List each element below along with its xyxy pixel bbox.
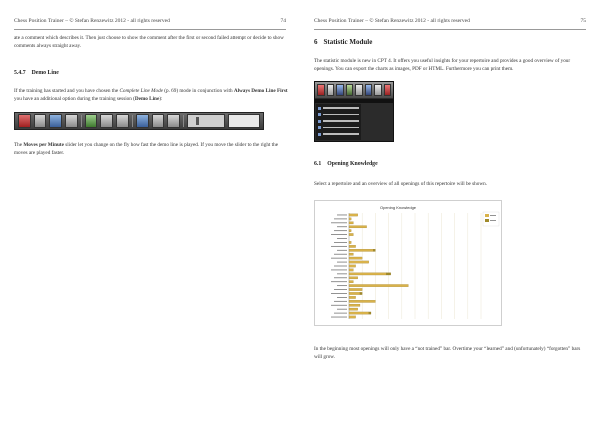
- list-icon: [318, 113, 321, 116]
- toolbar-button: [116, 114, 129, 128]
- bar: [349, 226, 367, 228]
- bar: [386, 273, 390, 275]
- ribbon-button: [355, 84, 363, 96]
- category-tick-label: [334, 218, 347, 219]
- demo-line-toolbar-screenshot: [14, 112, 264, 130]
- category-tick-label: [331, 293, 347, 294]
- ribbon-button: [317, 84, 325, 96]
- bar: [349, 277, 358, 279]
- toolbar-button: [65, 114, 78, 128]
- list-item: [318, 125, 359, 130]
- bar: [349, 233, 353, 235]
- section-number: 5.4.7: [14, 70, 26, 76]
- section-heading: [14, 70, 59, 76]
- page-number: 74: [280, 18, 286, 24]
- section-title: Demo Line: [31, 70, 59, 76]
- legend-label: [490, 220, 496, 221]
- legend-swatch: [485, 214, 489, 217]
- paragraph: [14, 141, 288, 157]
- subsection-heading: [314, 161, 378, 167]
- bar: [349, 257, 362, 259]
- bar: [349, 218, 351, 220]
- header-rule: [14, 29, 286, 30]
- bar: [369, 312, 371, 314]
- paragraph: Select a repertoire and an overview of all openings of this repertoire will be shown.: [314, 181, 488, 187]
- legend-swatch: [485, 219, 489, 222]
- category-tick-label: [334, 230, 347, 231]
- paragraph: In the beginning most openings will only have a “not trained” bar. Overtime your “learned” and (unfortunately) “forgotten” bars will grow.: [314, 346, 581, 360]
- category-tick-label: [337, 215, 347, 216]
- statistic-list: [316, 104, 361, 140]
- paragraph: The statistic module is new in CPT 4. It offers you useful insights for your repertoire and provides a good overview of your openings. You can export the charts as images, PDF or HTML. Furthermore you can print them.: [314, 58, 571, 72]
- list-text-line: [323, 127, 359, 128]
- toolbar-separator: [81, 115, 82, 127]
- category-tick-label: [331, 317, 347, 318]
- text-run: If the training has started and you have chosen the: [14, 88, 120, 94]
- bar: [349, 222, 353, 224]
- bar: [349, 265, 356, 267]
- bar: [349, 214, 358, 216]
- bar: [349, 281, 353, 283]
- toolbar-button: [167, 114, 180, 128]
- bar: [360, 292, 362, 294]
- toolbar-label-box: [228, 114, 260, 128]
- app-bar: [315, 99, 393, 103]
- category-tick-label: [337, 226, 347, 227]
- category-tick-label: [331, 234, 347, 235]
- category-tick-label: [331, 222, 347, 223]
- list-icon: [318, 133, 321, 136]
- list-item: [318, 106, 359, 111]
- ribbon-button: [374, 84, 382, 96]
- bar: [349, 304, 360, 306]
- bar: [349, 284, 408, 286]
- category-tick-label: [337, 250, 347, 251]
- toolbar-button: [100, 114, 113, 128]
- page-number: 75: [580, 18, 586, 24]
- ribbon-button: [365, 84, 373, 96]
- page-header: [314, 18, 586, 28]
- bar: [349, 253, 353, 255]
- ribbon-button: [384, 84, 392, 96]
- category-tick-label: [331, 305, 347, 306]
- category-tick-label: [337, 262, 347, 263]
- category-tick-label: [337, 309, 347, 310]
- header-title: Chess Position Trainer – © Stefan Renzewitz 2012 - all rights reserved: [314, 18, 470, 24]
- ribbon: [315, 82, 393, 98]
- opening-knowledge-chart: [314, 200, 502, 326]
- bar: [349, 308, 358, 310]
- bar: [349, 288, 362, 290]
- toolbar-button: [152, 114, 165, 128]
- category-tick-label: [331, 281, 347, 282]
- category-tick-label: [331, 258, 347, 259]
- category-tick-label: [337, 238, 347, 239]
- bar: [349, 241, 351, 243]
- toolbar-separator: [183, 115, 184, 127]
- ribbon-button: [346, 84, 354, 96]
- bar: [373, 249, 375, 251]
- category-tick-label: [334, 289, 347, 290]
- category-tick-label: [334, 301, 347, 302]
- bold-text: Always Demo Line First: [233, 88, 288, 94]
- bar: [349, 292, 360, 294]
- bar: [349, 273, 386, 275]
- subsection-title: Opening Knowledge: [327, 161, 378, 167]
- bar: [349, 249, 373, 251]
- list-item: [318, 119, 359, 124]
- category-tick-label: [337, 297, 347, 298]
- toolbar-separator: [132, 115, 133, 127]
- statistic-module-screenshot: [314, 81, 394, 142]
- category-tick-label: [334, 242, 347, 243]
- header-rule: [314, 29, 586, 30]
- category-tick-label: [337, 285, 347, 286]
- list-item: [318, 112, 359, 117]
- bold-text: Moves per Minute: [23, 142, 64, 148]
- category-tick-label: [334, 313, 347, 314]
- bar: [349, 316, 356, 318]
- ribbon-button: [327, 84, 335, 96]
- bar: [349, 312, 369, 314]
- paragraph: [14, 87, 288, 103]
- bar: [349, 229, 351, 231]
- category-tick-label: [337, 273, 347, 274]
- category-tick-label: [331, 270, 347, 271]
- list-icon: [318, 126, 321, 129]
- bar: [349, 300, 375, 302]
- text-run: (p. 69) mode in conjunction with: [162, 88, 234, 94]
- right-page: [300, 0, 600, 424]
- page-header: [14, 18, 286, 28]
- ribbon-button: [336, 84, 344, 96]
- list-icon: [318, 120, 321, 123]
- toolbar-button: [85, 114, 98, 128]
- list-icon: [318, 107, 321, 110]
- subsection-number: 6.1: [314, 161, 322, 167]
- section-title: Statistic Module: [323, 38, 373, 46]
- text-run: ):: [159, 96, 163, 102]
- category-tick-label: [334, 254, 347, 255]
- toolbar-button: [49, 114, 62, 128]
- section-number: 6: [314, 38, 318, 46]
- emphasis-text: Complete Line Mode: [119, 88, 163, 94]
- bar: [349, 269, 353, 271]
- legend-label: [490, 215, 496, 216]
- chart-svg: [315, 201, 501, 325]
- header-title: Chess Position Trainer – © Stefan Renzewitz 2012 - all rights reserved: [14, 18, 170, 24]
- list-text-line: [323, 107, 359, 108]
- chart-title: Opening Knowledge: [379, 205, 417, 210]
- bar: [349, 296, 356, 298]
- toolbar-button: [18, 114, 31, 128]
- moves-per-minute-slider: [187, 114, 225, 128]
- toolbar-button: [34, 114, 47, 128]
- section-heading: [314, 38, 372, 46]
- paragraph: ate a comment which describes it. Then just choose to show the comment after the first or second failed attempt or decide to show comments always straight away.: [14, 35, 284, 49]
- category-tick-label: [334, 277, 347, 278]
- text-run: slider let you change on the fly how fast the demo line is played. If you move the slider to the right the moves are played faster.: [14, 142, 278, 156]
- bar: [349, 261, 369, 263]
- list-item: [318, 132, 359, 137]
- text-run: The: [14, 142, 24, 148]
- bold-text: Demo Line: [134, 96, 160, 102]
- text-run: you have an additional option during the training session (: [14, 96, 135, 102]
- bar: [349, 245, 356, 247]
- list-text-line: [323, 133, 359, 134]
- list-text-line: [323, 114, 359, 115]
- category-tick-label: [331, 246, 347, 247]
- category-tick-label: [334, 266, 347, 267]
- toolbar-button: [136, 114, 149, 128]
- list-text-line: [323, 120, 359, 121]
